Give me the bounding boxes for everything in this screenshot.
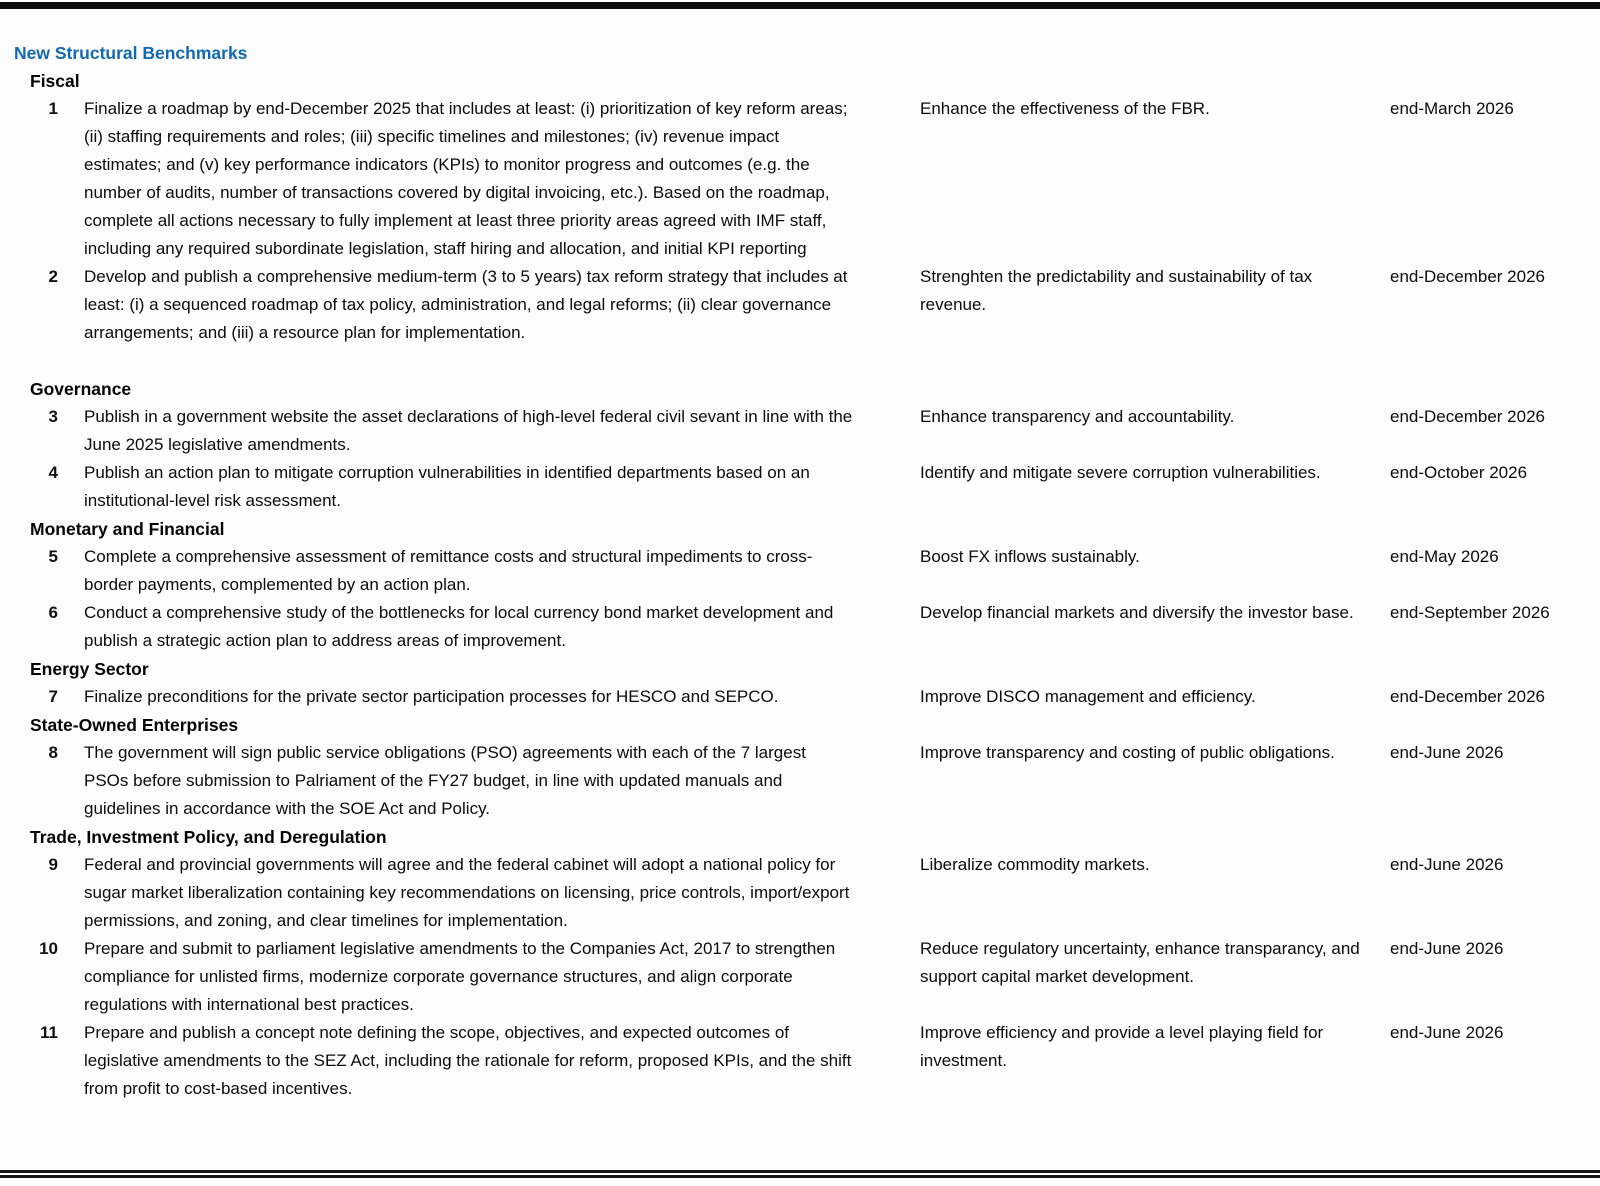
benchmark-objective: Reduce regulatory uncertainty, enhance transparancy, and support capital market development. — [920, 939, 1360, 986]
section-header: State-Owned Enterprises — [30, 715, 239, 735]
benchmark-date: end-September 2026 — [1390, 603, 1550, 622]
table-row — [0, 739, 1600, 823]
benchmark-date: end-June 2026 — [1390, 1023, 1504, 1042]
table-row — [0, 1019, 1600, 1103]
benchmark-objective: Improve transparency and costing of public obligations. — [920, 743, 1335, 762]
benchmark-number: 1 — [48, 99, 58, 118]
benchmark-number: 10 — [39, 939, 58, 958]
section-header: Monetary and Financial — [30, 519, 225, 539]
benchmark-date: end-October 2026 — [1390, 463, 1528, 482]
benchmark-date: end-December 2026 — [1390, 407, 1545, 426]
benchmark-number: 2 — [48, 267, 58, 286]
benchmark-objective: Enhance the effectiveness of the FBR. — [920, 99, 1210, 118]
benchmark-description: Finalize a roadmap by end-December 2025 that includes at least: (i) prioritization of key reform areas; (ii) staffing requirements and roles; (iii) specific timelines and milestones; (iv) revenue impact estimates; and (v) key performance indicators (KPIs) to monitor progress and outcomes (e.g. the number of audits, number of transactions covered by digital invoicing, etc.). Based on the roadmap, complete all actions necessary to fully implement at least three priority areas agreed with IMF staff, including any required subordinate legislation, staff hiring and allocation, and initial KPI reporting — [84, 99, 848, 258]
benchmark-description: Prepare and submit to parliament legislative amendments to the Companies Act, 2017 to strengthen compliance for unlisted firms, modernize corporate governance structures, and align corporate regulations with international best practices. — [84, 939, 836, 1014]
table-row — [0, 263, 1600, 347]
section-header: Governance — [30, 379, 132, 399]
benchmark-objective: Enhance transparency and accountability. — [920, 407, 1235, 426]
benchmark-description: Develop and publish a comprehensive medium-term (3 to 5 years) tax reform strategy that includes at least: (i) a sequenced roadmap of tax policy, administration, and legal reforms; (ii) clear governance arrangements; and (iii) a resource plan for implementation. — [84, 267, 848, 342]
benchmarks-table — [0, 9, 1600, 1170]
section-monetary-financial — [0, 515, 1600, 655]
benchmark-objective: Liberalize commodity markets. — [920, 855, 1150, 874]
benchmark-number: 6 — [48, 603, 58, 622]
table-row — [0, 403, 1600, 459]
benchmark-objective: Improve DISCO management and efficiency. — [920, 687, 1256, 706]
table-row — [0, 459, 1600, 515]
benchmark-date: end-March 2026 — [1390, 99, 1514, 118]
page-title: New Structural Benchmarks — [14, 43, 248, 63]
benchmark-number: 4 — [48, 463, 58, 482]
benchmark-objective: Identify and mitigate severe corruption vulnerabilities. — [920, 463, 1321, 482]
benchmark-number: 5 — [48, 547, 58, 566]
benchmark-number: 7 — [48, 687, 58, 706]
section-header: Fiscal — [30, 71, 80, 91]
section-governance — [0, 375, 1600, 515]
benchmark-date: end-December 2026 — [1390, 687, 1545, 706]
benchmark-objective: Strenghten the predictability and sustainability of tax revenue. — [920, 267, 1313, 314]
benchmark-description: Publish in a government website the asset declarations of high-level federal civil sevant in line with the June 2025 legislative amendments. — [84, 407, 853, 454]
table-row — [0, 683, 1600, 711]
benchmark-number: 8 — [48, 743, 58, 762]
benchmark-number: 11 — [40, 1023, 58, 1042]
section-header: Energy Sector — [30, 659, 149, 679]
bottom-rule-lower — [0, 1175, 1600, 1178]
benchmark-number: 3 — [48, 407, 58, 426]
table-row — [0, 851, 1600, 935]
benchmark-number: 9 — [48, 855, 58, 874]
table-row — [0, 935, 1600, 1019]
benchmark-description: Conduct a comprehensive study of the bottlenecks for local currency bond market development and publish a strategic action plan to address areas of improvement. — [84, 603, 834, 650]
table-row — [0, 95, 1600, 263]
benchmark-date: end-June 2026 — [1390, 939, 1504, 958]
benchmark-date: end-May 2026 — [1390, 547, 1499, 566]
section-soe — [0, 711, 1600, 823]
section-header: Trade, Investment Policy, and Deregulation — [30, 827, 387, 847]
section-energy — [0, 655, 1600, 711]
benchmark-description: Prepare and publish a concept note defining the scope, objectives, and expected outcomes of legislative amendments to the SEZ Act, including the rationale for reform, proposed KPIs, and the shift from profit to cost-based incentives. — [84, 1023, 852, 1098]
benchmark-date: end-June 2026 — [1390, 743, 1504, 762]
benchmark-objective: Develop financial markets and diversify the investor base. — [920, 603, 1354, 622]
benchmark-description: Federal and provincial governments will agree and the federal cabinet will adopt a national policy for sugar market liberalization containing key recommendations on licensing, price controls, import/export permissions, and zoning, and clear timelines for implementation. — [84, 855, 850, 930]
benchmark-description: Complete a comprehensive assessment of remittance costs and structural impediments to cross-border payments, complemented by an action plan. — [84, 547, 813, 594]
benchmark-description: The government will sign public service obligations (PSO) agreements with each of the 7 largest PSOs before submission to Palriament of the FY27 budget, in line with updated manuals and guidelines in accordance with the SOE Act and Policy. — [84, 743, 806, 818]
benchmark-objective: Improve efficiency and provide a level playing field for investment. — [920, 1023, 1324, 1070]
section-trade-investment — [0, 823, 1600, 1103]
table-row — [0, 599, 1600, 655]
table-top-rule — [0, 2, 1600, 9]
benchmark-objective: Boost FX inflows sustainably. — [920, 547, 1140, 566]
benchmark-date: end-December 2026 — [1390, 267, 1545, 286]
section-fiscal — [0, 67, 1600, 347]
table-row — [0, 543, 1600, 599]
benchmark-date: end-June 2026 — [1390, 855, 1504, 874]
benchmark-description: Publish an action plan to mitigate corruption vulnerabilities in identified departments based on an institutional-level risk assessment. — [84, 463, 810, 510]
table-bottom-rule — [0, 1170, 1600, 1178]
benchmark-description: Finalize preconditions for the private sector participation processes for HESCO and SEPCO. — [84, 687, 779, 706]
